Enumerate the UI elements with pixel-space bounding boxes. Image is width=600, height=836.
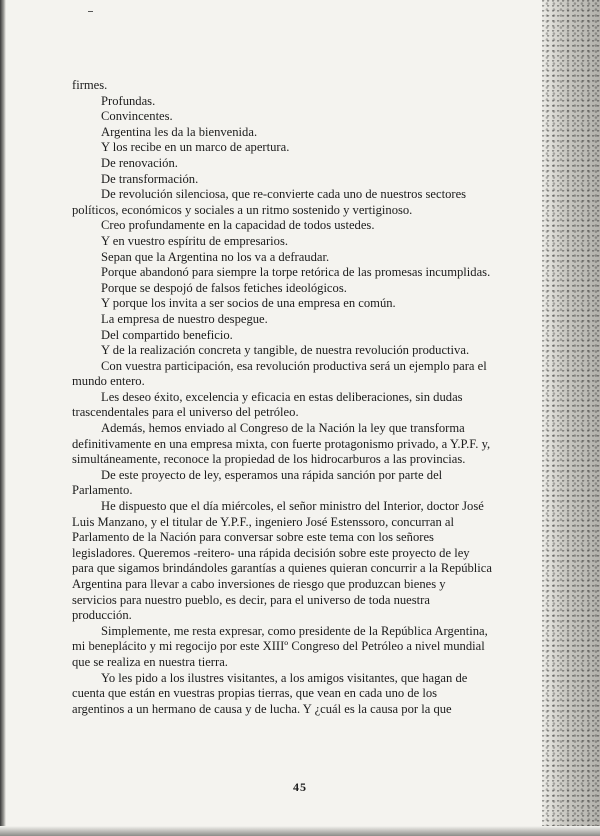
- scan-tick-mark: [88, 11, 93, 12]
- paragraph: Y los recibe en un marco de apertura.: [101, 140, 290, 155]
- paragraph: Del compartido beneficio.: [101, 327, 233, 342]
- paragraph: Porque abandonó para siempre la torpe retórica de las promesas incumplidas.: [101, 265, 491, 280]
- paragraph: Simplemente, me resta expresar, como presidente de la República Argentina, mi beneplácito y mi regocijo por este XIIIº Congreso del Petróleo a nivel mundial que se realiza en nuestra tierra.: [72, 623, 488, 669]
- paragraph: De este proyecto de ley, esperamos una rápida sanción por parte del Parlamento.: [72, 467, 443, 498]
- paragraph: La empresa de nuestro despegue.: [101, 311, 268, 326]
- paragraph: Argentina les da la bienvenida.: [101, 124, 258, 139]
- paragraph: Yo les pido a los ilustres visitantes, a los amigos visitantes, que hagan de cuenta que están en vuestras propias tierras, que vean en cada uno de los argentinos a un hermano de causa y de lucha. Y ¿cuál es la causa por la que: [72, 670, 468, 716]
- paragraph: Les deseo éxito, excelencia y eficacia en estas deliberaciones, sin dudas trascendentales para el universo del petróleo.: [72, 389, 463, 420]
- paragraph: Y en vuestro espíritu de empresarios.: [101, 233, 288, 248]
- paragraph: De transformación.: [101, 171, 199, 186]
- paragraph: Porque se despojó de falsos fetiches ideológicos.: [101, 280, 347, 295]
- paragraph: Además, hemos enviado al Congreso de la Nación la ley que transforma definitivamente en una empresa mixta, con fuerte protagonismo privado, a Y.P.F. y, simultáneamente, reconoce la propiedad de los hidrocarburos a las provincias.: [72, 421, 491, 467]
- scan-shadow-left: [0, 0, 6, 836]
- page-number: 45: [293, 780, 307, 794]
- paragraph: Sepan que la Argentina no los va a defraudar.: [101, 249, 330, 264]
- paragraph: Creo profundamente en la capacidad de todos ustedes.: [101, 218, 375, 233]
- page-body-text: [72, 78, 492, 717]
- paragraph: De revolución silenciosa, que re-convierte cada uno de nuestros sectores políticos, económicos y sociales a un ritmo sostenido y vertiginoso.: [72, 187, 467, 217]
- paragraph: Y de la realización concreta y tangible, de nuestra revolución productiva.: [101, 343, 470, 358]
- paragraph: Y porque los invita a ser socios de una empresa en común.: [101, 296, 396, 311]
- paragraph: De renovación.: [101, 155, 178, 170]
- paragraph: He dispuesto que el día miércoles, el señor ministro del Interior, doctor José Luis Manzano, y el titular de Y.P.F., ingeniero José Estenssoro, concurran al Parlamento de la Nación para conversar sobre este tema con los señores legisladores. Queremos -reitero- una rápida decisión sobre este proyecto de ley para que sigamos brindándoles garantías a quienes quieran concurrir a la República Argentina para llevar a cabo inversiones de riesgo que produzcan bienes y servicios para nuestro pueblo, es decir, para el universo de toda nuestra producción.: [72, 499, 492, 623]
- paragraph: Con vuestra participación, esa revolución productiva será un ejemplo para el mundo entero.: [72, 358, 487, 389]
- paragraph: firmes.: [72, 78, 108, 92]
- scan-noise-right: [542, 0, 600, 836]
- paragraph: Profundas.: [101, 93, 156, 108]
- paragraph: Convincentes.: [101, 109, 173, 124]
- scan-shadow-bottom: [0, 826, 600, 836]
